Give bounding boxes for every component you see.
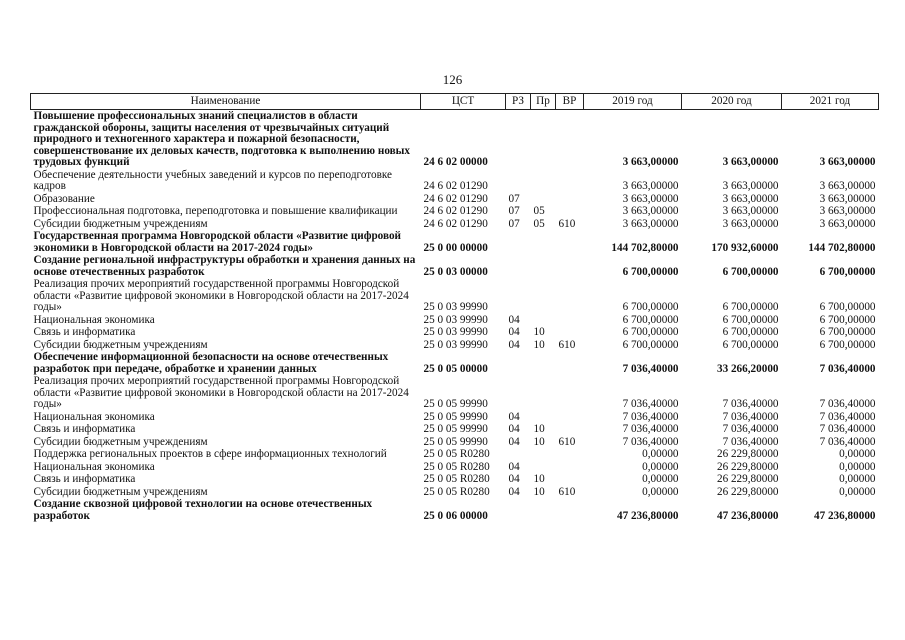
row-2019-cell: 3 663,00000 (622, 180, 679, 192)
table-row (31, 110, 879, 169)
row-pr-cell (531, 448, 556, 461)
header-name: Наименование (31, 94, 421, 110)
row-2020-cell: 3 663,00000 (722, 217, 779, 230)
row-vr-cell: 610 (558, 485, 576, 498)
row-rz-cell: 04 (508, 460, 520, 473)
row-name-cell: Национальная экономика (33, 460, 155, 473)
row-vr-cell (556, 375, 584, 411)
row-2019-cell: 0,00000 (642, 460, 679, 473)
row-rz-cell: 04 (508, 423, 520, 435)
row-name-cell: Связь и информатика (33, 423, 136, 435)
row-2021-cell: 0,00000 (839, 485, 876, 498)
page-number: 126 (442, 72, 463, 87)
row-2021-cell: 6 700,00000 (819, 265, 876, 278)
table-row (31, 375, 879, 411)
table-row (31, 461, 879, 474)
row-vr-cell (556, 448, 584, 461)
row-2021-cell: 7 036,40000 (819, 362, 876, 375)
row-cst-cell: 25 0 03 99990 (423, 326, 488, 338)
row-rz-cell (506, 110, 531, 169)
row-2021-cell: 6 700,00000 (819, 313, 876, 326)
row-2021-cell: 47 236,80000 (813, 509, 876, 522)
row-rz-cell: 04 (508, 435, 520, 448)
row-cst-cell: 25 0 05 00000 (423, 362, 488, 375)
row-2019-cell: 7 036,40000 (622, 435, 679, 448)
row-name-cell: Реализация прочих мероприятий государственной программы Новгородской области «Развитие цифровой экономики в Новгородской области на 2017-2024 годы» (33, 375, 409, 410)
row-rz-cell (506, 448, 531, 461)
table-row (31, 218, 879, 231)
row-pr-cell: 10 (533, 338, 545, 351)
row-pr-cell (531, 110, 556, 169)
row-name-cell: Создание региональной инфраструктуры обработки и хранения данных на основе отечественных разработок (33, 254, 416, 278)
row-pr-cell (531, 351, 556, 375)
row-name-cell: Связь и информатика (33, 473, 136, 485)
table-row (31, 448, 879, 461)
row-2021-cell: 3 663,00000 (819, 192, 876, 205)
row-cst-cell: 25 0 05 99990 (423, 410, 488, 423)
row-pr-cell (531, 375, 556, 411)
row-2020-cell: 26 229,80000 (716, 473, 779, 485)
row-name-cell: Национальная экономика (33, 313, 155, 326)
row-rz-cell (506, 169, 531, 193)
table-row (31, 254, 879, 278)
row-name-cell: Образование (33, 192, 95, 205)
row-2019-cell: 7 036,40000 (622, 362, 679, 375)
table-row (31, 411, 879, 424)
table-row (31, 230, 879, 254)
row-2019-cell: 0,00000 (642, 485, 679, 498)
row-name-cell: Профессиональная подготовка, переподготовка и повышение квалификации (33, 205, 398, 217)
row-2021-cell: 7 036,40000 (819, 398, 876, 410)
row-vr-cell (556, 351, 584, 375)
row-cst-cell: 24 6 02 01290 (423, 192, 488, 205)
row-vr-cell: 610 (558, 338, 576, 351)
row-cst-cell: 25 0 03 99990 (423, 301, 488, 313)
row-2020-cell: 170 932,60000 (711, 241, 779, 254)
row-cst-cell: 25 0 05 R0280 (423, 473, 490, 485)
row-vr-cell (556, 205, 584, 218)
header-pr: Пр (531, 94, 556, 110)
row-2020-cell: 7 036,40000 (722, 423, 779, 435)
row-vr-cell: 610 (558, 435, 576, 448)
header-2020: 2020 год (682, 94, 782, 110)
row-2020-cell: 6 700,00000 (722, 313, 779, 326)
row-pr-cell (531, 314, 556, 327)
row-pr-cell (531, 254, 556, 278)
row-vr-cell (556, 193, 584, 206)
row-cst-cell: 24 6 02 01290 (423, 205, 488, 217)
table-row (31, 193, 879, 206)
row-vr-cell (556, 498, 584, 522)
row-vr-cell (556, 254, 584, 278)
row-2020-cell: 3 663,00000 (722, 205, 779, 217)
row-pr-cell (531, 193, 556, 206)
table-header-row (31, 94, 879, 110)
row-pr-cell: 05 (533, 205, 545, 217)
row-2021-cell: 7 036,40000 (819, 410, 876, 423)
row-2020-cell: 7 036,40000 (722, 435, 779, 448)
row-2021-cell: 6 700,00000 (819, 301, 876, 313)
row-rz-cell (506, 254, 531, 278)
row-2019-cell: 6 700,00000 (622, 326, 679, 338)
row-cst-cell: 24 6 02 00000 (423, 156, 488, 168)
row-rz-cell: 04 (508, 326, 520, 338)
row-2019-cell: 0,00000 (642, 473, 679, 485)
row-pr-cell (531, 498, 556, 522)
row-rz-cell: 07 (508, 192, 520, 205)
row-2020-cell: 7 036,40000 (722, 398, 779, 410)
row-cst-cell: 25 0 05 99990 (423, 398, 488, 410)
row-name-cell: Создание сквозной цифровой технологии на основе отечественных разработок (33, 498, 373, 522)
row-name-cell: Субсидии бюджетным учреждениям (33, 338, 208, 351)
row-2019-cell: 7 036,40000 (622, 398, 679, 410)
row-cst-cell: 25 0 05 99990 (423, 423, 488, 435)
row-rz-cell: 04 (508, 313, 520, 326)
row-2021-cell: 0,00000 (839, 460, 876, 473)
row-cst-cell: 25 0 05 R0280 (423, 485, 490, 498)
row-cst-cell: 25 0 05 R0280 (423, 460, 490, 473)
row-2021-cell: 3 663,00000 (819, 180, 876, 192)
row-2020-cell: 26 229,80000 (716, 460, 779, 473)
row-pr-cell (531, 411, 556, 424)
header-rz: РЗ (506, 94, 531, 110)
table-row (31, 351, 879, 375)
row-name-cell: Реализация прочих мероприятий государственной программы Новгородской области «Развитие цифровой экономики в Новгородской области на 2017-2024 годы» (33, 278, 409, 313)
row-rz-cell: 04 (508, 338, 520, 351)
row-vr-cell (556, 278, 584, 314)
row-pr-cell: 10 (533, 435, 545, 448)
row-2020-cell: 26 229,80000 (716, 448, 779, 460)
row-rz-cell (506, 498, 531, 522)
row-name-cell: Обеспечение информационной безопасности на основе отечественных разработок при передаче, обработке и хранении данных (33, 351, 389, 375)
row-vr-cell (556, 110, 584, 169)
table-row (31, 423, 879, 436)
row-name-cell: Государственная программа Новгородской области «Развитие цифровой экономики в Новгородской области на 2017-2024 годы» (33, 230, 401, 254)
row-2021-cell: 3 663,00000 (819, 217, 876, 230)
row-rz-cell (506, 278, 531, 314)
row-2020-cell: 3 663,00000 (722, 180, 779, 192)
row-2020-cell: 7 036,40000 (722, 410, 779, 423)
row-2021-cell: 7 036,40000 (819, 435, 876, 448)
row-pr-cell (531, 230, 556, 254)
row-rz-cell (506, 351, 531, 375)
row-cst-cell: 25 0 03 99990 (423, 338, 488, 351)
row-rz-cell: 04 (508, 410, 520, 423)
row-rz-cell (506, 375, 531, 411)
row-cst-cell: 24 6 02 01290 (423, 217, 488, 230)
table-row (31, 169, 879, 193)
row-pr-cell: 10 (533, 326, 545, 338)
row-2021-cell: 6 700,00000 (819, 326, 876, 338)
row-2020-cell: 3 663,00000 (722, 192, 779, 205)
row-2020-cell: 6 700,00000 (722, 326, 779, 338)
row-cst-cell: 25 0 00 00000 (423, 241, 488, 254)
header-cst: ЦСТ (421, 94, 506, 110)
row-2019-cell: 0,00000 (642, 448, 679, 460)
row-2019-cell: 47 236,80000 (616, 509, 679, 522)
row-name-cell: Обеспечение деятельности учебных заведений и курсов по переподготовке кадров (33, 168, 393, 192)
row-rz-cell: 07 (508, 205, 520, 217)
row-pr-cell (531, 278, 556, 314)
row-2019-cell: 6 700,00000 (622, 338, 679, 351)
row-vr-cell (556, 169, 584, 193)
row-pr-cell: 05 (533, 217, 545, 230)
table-row (31, 473, 879, 486)
row-vr-cell (556, 473, 584, 486)
table-row (31, 205, 879, 218)
header-2019: 2019 год (584, 94, 682, 110)
row-2021-cell: 6 700,00000 (819, 338, 876, 351)
row-2020-cell: 33 266,20000 (716, 362, 779, 375)
row-pr-cell (531, 169, 556, 193)
row-pr-cell (531, 461, 556, 474)
row-2019-cell: 3 663,00000 (622, 192, 679, 205)
table-row (31, 498, 879, 522)
row-cst-cell: 25 0 05 R0280 (423, 448, 490, 460)
row-name-cell: Национальная экономика (33, 410, 155, 423)
row-vr-cell (556, 230, 584, 254)
row-pr-cell: 10 (533, 423, 545, 435)
row-vr-cell (556, 326, 584, 339)
row-name-cell: Субсидии бюджетным учреждениям (33, 217, 208, 230)
row-2020-cell: 6 700,00000 (722, 265, 779, 278)
header-vr: ВР (556, 94, 584, 110)
table-row (31, 326, 879, 339)
row-name-cell: Поддержка региональных проектов в сфере информационных технологий (33, 448, 387, 460)
budget-table (30, 93, 879, 522)
row-cst-cell: 24 6 02 01290 (423, 180, 488, 192)
table-row (31, 314, 879, 327)
row-cst-cell: 25 0 03 00000 (423, 265, 488, 278)
row-rz-cell (506, 230, 531, 254)
row-rz-cell: 07 (508, 217, 520, 230)
row-2020-cell: 47 236,80000 (716, 509, 779, 522)
row-2019-cell: 3 663,00000 (622, 205, 679, 217)
row-2020-cell: 6 700,00000 (722, 338, 779, 351)
row-pr-cell: 10 (533, 473, 545, 485)
row-name-cell: Субсидии бюджетным учреждениям (33, 435, 208, 448)
row-vr-cell: 610 (558, 217, 576, 230)
row-cst-cell: 25 0 06 00000 (423, 509, 488, 522)
row-2020-cell: 6 700,00000 (722, 301, 779, 313)
row-2019-cell: 6 700,00000 (622, 301, 679, 313)
row-name-cell: Повышение профессиональных знаний специалистов в области гражданской обороны, защиты населения от чрезвычайных ситуаций природного и техногенного характера и пожарной безопасности, совершенствование их деловых качеств, подготовка к выполнению новых трудовых функций (33, 110, 411, 168)
row-2019-cell: 3 663,00000 (622, 217, 679, 230)
row-rz-cell: 04 (508, 485, 520, 498)
row-vr-cell (556, 423, 584, 436)
header-2021: 2021 год (782, 94, 879, 110)
row-2019-cell: 144 702,80000 (611, 241, 679, 254)
row-2021-cell: 0,00000 (839, 473, 876, 485)
row-2021-cell: 144 702,80000 (808, 241, 876, 254)
row-2020-cell: 3 663,00000 (722, 156, 779, 168)
row-cst-cell: 25 0 05 99990 (423, 435, 488, 448)
table-row (31, 339, 879, 352)
row-name-cell: Связь и информатика (33, 326, 136, 338)
table-row (31, 278, 879, 314)
row-name-cell: Субсидии бюджетным учреждениям (33, 485, 208, 498)
row-cst-cell: 25 0 03 99990 (423, 313, 488, 326)
row-pr-cell: 10 (533, 485, 545, 498)
row-2021-cell: 3 663,00000 (819, 205, 876, 217)
row-2021-cell: 7 036,40000 (819, 423, 876, 435)
row-2019-cell: 7 036,40000 (622, 423, 679, 435)
row-2019-cell: 6 700,00000 (622, 265, 679, 278)
row-2021-cell: 3 663,00000 (819, 156, 876, 168)
table-row (31, 486, 879, 499)
row-2019-cell: 6 700,00000 (622, 313, 679, 326)
row-vr-cell (556, 314, 584, 327)
row-2020-cell: 26 229,80000 (716, 485, 779, 498)
row-2019-cell: 3 663,00000 (622, 156, 679, 168)
row-2021-cell: 0,00000 (839, 448, 876, 460)
table-row (31, 436, 879, 449)
table-body (31, 110, 879, 523)
row-rz-cell: 04 (508, 473, 520, 485)
row-vr-cell (556, 411, 584, 424)
row-vr-cell (556, 461, 584, 474)
row-2019-cell: 7 036,40000 (622, 410, 679, 423)
